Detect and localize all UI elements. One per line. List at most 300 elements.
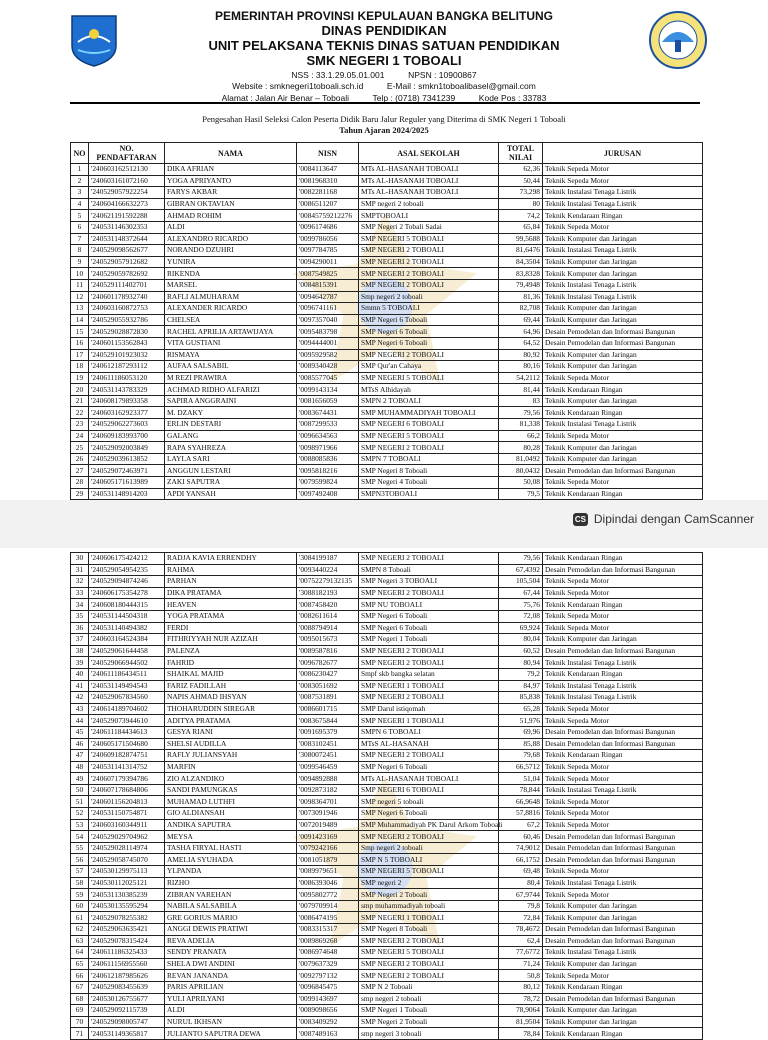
total-score: 85,838 xyxy=(499,692,543,704)
student-name: ALDI xyxy=(165,221,297,233)
table-header-row xyxy=(71,143,703,164)
origin-school: SMP NEGERI 6 TOBOALI xyxy=(359,419,499,431)
table-row xyxy=(71,599,703,611)
registration-number: '240608180444315 xyxy=(89,599,165,611)
registration-number: '240529078255382 xyxy=(89,912,165,924)
major: Teknik Kendaraan Ringan xyxy=(543,1028,703,1040)
student-name: JULIANTO SAPUTRA DEWA xyxy=(165,1028,297,1040)
registration-number: '240529066944502 xyxy=(89,657,165,669)
major: Teknik Instalasi Tenaga Listrik xyxy=(543,947,703,959)
major: Teknik Instalasi Tenaga Listrik xyxy=(543,657,703,669)
nisn: '0086474195 xyxy=(297,912,359,924)
total-score: 65,84 xyxy=(499,221,543,233)
row-number: 53 xyxy=(71,819,89,831)
table-row xyxy=(71,553,703,565)
student-name: AHMAD ROHIM xyxy=(165,210,297,222)
origin-school: SMP NEGERI 2 TOBOALI xyxy=(359,256,499,268)
row-number: 4 xyxy=(71,198,89,210)
major: Teknik Sepeda Motor xyxy=(543,796,703,808)
major: Desain Pemodelan dan Informasi Bangunan xyxy=(543,326,703,338)
student-name: M. DZAKY xyxy=(165,407,297,419)
major: Teknik Sepeda Motor xyxy=(543,819,703,831)
table-row xyxy=(71,889,703,901)
total-score: 82,708 xyxy=(499,303,543,315)
total-score: 57,8816 xyxy=(499,808,543,820)
total-score: 80,16 xyxy=(499,361,543,373)
row-number: 65 xyxy=(71,958,89,970)
row-number: 18 xyxy=(71,361,89,373)
major: Desain Pemodelan dan Informasi Bangunan xyxy=(543,726,703,738)
registration-number: '240611156955560 xyxy=(89,958,165,970)
nisn: '0086511207 xyxy=(297,198,359,210)
major: Teknik Sepeda Motor xyxy=(543,889,703,901)
nisn: '0096782677 xyxy=(297,657,359,669)
registration-number: '240603162512130 xyxy=(89,164,165,176)
total-score: 79,56 xyxy=(499,553,543,565)
total-score: 80 xyxy=(499,198,543,210)
row-number: 37 xyxy=(71,634,89,646)
major: Teknik Instalasi Tenaga Listrik xyxy=(543,187,703,199)
origin-school: SMP NEGERI 2 TOBOALI xyxy=(359,645,499,657)
camscanner-icon: CS xyxy=(574,514,586,524)
registration-number: '240529067834560 xyxy=(89,692,165,704)
row-number: 1 xyxy=(71,164,89,176)
student-name: ZAKI SAPUTRA xyxy=(165,477,297,489)
origin-school: SMP NEGERI 5 TOBOALI xyxy=(359,866,499,878)
nisn: '0083674431 xyxy=(297,407,359,419)
origin-school: SMP Negeri 1 Toboali xyxy=(359,634,499,646)
row-number: 25 xyxy=(71,442,89,454)
row-number: 39 xyxy=(71,657,89,669)
nisn: '0091695379 xyxy=(297,726,359,738)
row-number: 8 xyxy=(71,245,89,257)
row-number: 46 xyxy=(71,738,89,750)
student-name: CHELSEA xyxy=(165,314,297,326)
total-score: 99,5688 xyxy=(499,233,543,245)
registration-number: '240601178932740 xyxy=(89,291,165,303)
origin-school: SMP Negeri 6 Toboali xyxy=(359,808,499,820)
total-score: 51,976 xyxy=(499,715,543,727)
registration-number: '240529073944610 xyxy=(89,715,165,727)
total-score: 79,4948 xyxy=(499,279,543,291)
major: Teknik Instalasi Tenaga Listrik xyxy=(543,784,703,796)
table-row xyxy=(71,1016,703,1028)
total-score: 81,6476 xyxy=(499,245,543,257)
row-number: 69 xyxy=(71,1005,89,1017)
registration-number: '240530126755677 xyxy=(89,993,165,1005)
registration-number: '240531150754871 xyxy=(89,808,165,820)
registration-number: '240529098005747 xyxy=(89,1016,165,1028)
row-number: 3 xyxy=(71,187,89,199)
student-name: YLPANDA xyxy=(165,866,297,878)
origin-school: SMP Negeri 6 Toboali xyxy=(359,761,499,773)
registration-number: '240601153562843 xyxy=(89,337,165,349)
table-row xyxy=(71,314,703,326)
origin-school: SMP Negeri 6 Toboali xyxy=(359,326,499,338)
major: Teknik Sepeda Motor xyxy=(543,430,703,442)
student-name: AUFAA SALSABIL xyxy=(165,361,297,373)
origin-school: SMP NEGERI 1 TOBOALI xyxy=(359,680,499,692)
table-row xyxy=(71,622,703,634)
student-name: NURUL IKHSAN xyxy=(165,1016,297,1028)
row-number: 20 xyxy=(71,384,89,396)
total-score: 74,2 xyxy=(499,210,543,222)
table-row xyxy=(71,761,703,773)
major: Teknik Instalasi Tenaga Listrik xyxy=(543,198,703,210)
total-score: 66,9648 xyxy=(499,796,543,808)
registration-number: '240611184434613 xyxy=(89,726,165,738)
major: Teknik Komputer dan Jaringan xyxy=(543,900,703,912)
nisn: '0089098656 xyxy=(297,1005,359,1017)
table-row xyxy=(71,442,703,454)
total-score: 60,46 xyxy=(499,831,543,843)
student-name: SENDY PRANATA xyxy=(165,947,297,959)
row-number: 16 xyxy=(71,337,89,349)
major: Desain Pemodelan dan Informasi Bangunan xyxy=(543,993,703,1005)
nisn: '0086393046 xyxy=(297,877,359,889)
nisn: '0072019489 xyxy=(297,819,359,831)
nisn: '0095802772 xyxy=(297,889,359,901)
row-number: 66 xyxy=(71,970,89,982)
nisn: '0079242166 xyxy=(297,842,359,854)
origin-school: MTsS Alhidayah xyxy=(359,384,499,396)
total-score: 73,298 xyxy=(499,187,543,199)
table-row xyxy=(71,842,703,854)
row-number: 11 xyxy=(71,279,89,291)
registration-number: '240529061644458 xyxy=(89,645,165,657)
origin-school: Smp negeri 2 toboali xyxy=(359,842,499,854)
origin-school: SMP NEGERI 6 TOBOALI xyxy=(359,784,499,796)
registration-number: '240529083455639 xyxy=(89,981,165,993)
total-score: 50,44 xyxy=(499,175,543,187)
major: Teknik Kendaraan Ringan xyxy=(543,407,703,419)
total-score: 65,28 xyxy=(499,703,543,715)
total-score: 80,28 xyxy=(499,442,543,454)
major: Desain Pemodelan dan Informasi Bangunan xyxy=(543,924,703,936)
registration-number: '240607179394786 xyxy=(89,773,165,785)
nisn: '0099143697 xyxy=(297,993,359,1005)
school-name: SMK NEGERI 1 TOBOALI xyxy=(306,52,462,68)
table-row xyxy=(71,900,703,912)
student-name: REVA ADELIA xyxy=(165,935,297,947)
student-name: ANDIKA SAPUTRA xyxy=(165,819,297,831)
table-row xyxy=(71,715,703,727)
major: Teknik Instalasi Tenaga Listrik xyxy=(543,877,703,889)
origin-school: SMP NEGERI 2 TOBOALI xyxy=(359,657,499,669)
nisn: '3088182193 xyxy=(297,587,359,599)
registration-number: '240529098562677 xyxy=(89,245,165,257)
major: Teknik Kendaraan Ringan xyxy=(543,210,703,222)
nisn: '0097357040 xyxy=(297,314,359,326)
registration-number: '240531148372644 xyxy=(89,233,165,245)
row-number: 64 xyxy=(71,947,89,959)
total-score: 105,504 xyxy=(499,576,543,588)
table-row xyxy=(71,210,703,222)
origin-school: SMP NEGERI 2 TOBOALI xyxy=(359,958,499,970)
total-score: 79,2 xyxy=(499,668,543,680)
row-number: 61 xyxy=(71,912,89,924)
total-score: 81,9504 xyxy=(499,1016,543,1028)
nisn: '0095483798 xyxy=(297,326,359,338)
origin-school: SMP NEGERI 2 TOBOALI xyxy=(359,692,499,704)
table-row xyxy=(71,326,703,338)
nisn: '0083051692 xyxy=(297,680,359,692)
col-school-header: ASAL SEKOLAH xyxy=(359,143,499,164)
table-row xyxy=(71,564,703,576)
nisn: '0099143134 xyxy=(297,384,359,396)
registration-number: '240529057922254 xyxy=(89,187,165,199)
registration-number: '240612187293112 xyxy=(89,361,165,373)
nisn: '0087489163 xyxy=(297,1028,359,1040)
table-row xyxy=(71,634,703,646)
student-name: RIKENDA xyxy=(165,268,297,280)
table-row xyxy=(71,407,703,419)
origin-school: MTs AL-HASANAH TOBOALI xyxy=(359,773,499,785)
nisn: '0083409292 xyxy=(297,1016,359,1028)
table-row xyxy=(71,372,703,384)
nisn: '0087531891 xyxy=(297,692,359,704)
student-name: GIO ALDIANSAH xyxy=(165,808,297,820)
nisn: '0096174686 xyxy=(297,221,359,233)
row-number: 45 xyxy=(71,726,89,738)
student-name: MUHAMAD LUTHFI xyxy=(165,796,297,808)
registration-number: '240603161072160 xyxy=(89,175,165,187)
total-score: 81,0492 xyxy=(499,453,543,465)
student-name: SAPIRA ANGGRAINI xyxy=(165,395,297,407)
nisn: '0083315317 xyxy=(297,924,359,936)
table-row xyxy=(71,703,703,715)
registration-number: '240609183993700 xyxy=(89,430,165,442)
row-number: 47 xyxy=(71,750,89,762)
major: Teknik Sepeda Motor xyxy=(543,761,703,773)
row-number: 70 xyxy=(71,1016,89,1028)
registration-number: '240603160872753 xyxy=(89,303,165,315)
total-score: 64,52 xyxy=(499,337,543,349)
origin-school: SMPN3TOBOALI xyxy=(359,488,499,500)
student-name: REVAN JANANDA xyxy=(165,970,297,982)
major: Teknik Kendaraan Ringan xyxy=(543,750,703,762)
nisn: '0096845475 xyxy=(297,981,359,993)
letterhead-rule xyxy=(70,102,700,104)
nisn: '0096634563 xyxy=(297,430,359,442)
origin-school: SMP NEGERI 2 TOBOALI xyxy=(359,553,499,565)
total-score: 72,08 xyxy=(499,610,543,622)
student-name: NAPIS AHMAD IHSYAN xyxy=(165,692,297,704)
government-name: PEMERINTAH PROVINSI KEPULAUAN BANGKA BELITUNG xyxy=(214,9,553,23)
nisn: '0094290011 xyxy=(297,256,359,268)
total-score: 64,96 xyxy=(499,326,543,338)
registration-number: '240529028114974 xyxy=(89,842,165,854)
student-name: RAFLI ALMUHARAM xyxy=(165,291,297,303)
province-logo-icon xyxy=(68,12,120,68)
student-name: M REZI PRAWIRA xyxy=(165,372,297,384)
student-name: SANDI PAMUNGKAS xyxy=(165,784,297,796)
total-score: 69,48 xyxy=(499,866,543,878)
nisn: '0095818216 xyxy=(297,465,359,477)
row-number: 21 xyxy=(71,395,89,407)
student-name: NORANDO DZUHRI xyxy=(165,245,297,257)
major: Teknik Instalasi Tenaga Listrik xyxy=(543,692,703,704)
agency-name: DINAS PENDIDIKAN xyxy=(321,22,447,38)
row-number: 59 xyxy=(71,889,89,901)
major: Teknik Sepeda Motor xyxy=(543,587,703,599)
major: Desain Pemodelan dan Informasi Bangunan xyxy=(543,738,703,750)
major: Teknik Komputer dan Jaringan xyxy=(543,303,703,315)
nisn: '3084199187 xyxy=(297,553,359,565)
origin-school: SMP NEGERI 2 TOBOALI xyxy=(359,970,499,982)
scan-page-2 xyxy=(0,548,768,1038)
nisn: '0094642787 xyxy=(297,291,359,303)
nisn: '0086601715 xyxy=(297,703,359,715)
student-name: TASHA FIRYAL HASTI xyxy=(165,842,297,854)
major: Teknik Sepeda Motor xyxy=(543,715,703,727)
total-score: 78,84 xyxy=(499,1028,543,1040)
total-score: 60,52 xyxy=(499,645,543,657)
row-number: 15 xyxy=(71,326,89,338)
col-score-header: TOTAL NILAI xyxy=(499,143,543,164)
total-score: 80,04 xyxy=(499,634,543,646)
table-row xyxy=(71,657,703,669)
major: Teknik Sepeda Motor xyxy=(543,622,703,634)
nisn: '0092873182 xyxy=(297,784,359,796)
table-row xyxy=(71,692,703,704)
registration-number: '240529094874246 xyxy=(89,576,165,588)
origin-school: smp negeri 3 toboali xyxy=(359,1028,499,1040)
nisn: '0089869268 xyxy=(297,935,359,947)
registration-number: '240529058745070 xyxy=(89,854,165,866)
row-number: 68 xyxy=(71,993,89,1005)
nisn: '0082281168 xyxy=(297,187,359,199)
row-number: 58 xyxy=(71,877,89,889)
table-row xyxy=(71,750,703,762)
total-score: 50,8 xyxy=(499,970,543,982)
nisn: '0084113647 xyxy=(297,164,359,176)
nisn: '0095929582 xyxy=(297,349,359,361)
nisn: '0094444001 xyxy=(297,337,359,349)
student-name: LAYLA SARI xyxy=(165,453,297,465)
major: Teknik Komputer dan Jaringan xyxy=(543,268,703,280)
major: Desain Pemodelan dan Informasi Bangunan xyxy=(543,337,703,349)
total-score: 78,4672 xyxy=(499,924,543,936)
registration-number: '240601156204813 xyxy=(89,796,165,808)
row-number: 17 xyxy=(71,349,89,361)
registration-number: '240531143783329 xyxy=(89,384,165,396)
major: Teknik Komputer dan Jaringan xyxy=(543,361,703,373)
origin-school: SMP NEGERI 5 TOBOALI xyxy=(359,233,499,245)
total-score: 66,1752 xyxy=(499,854,543,866)
origin-school: SMP Negeri 8 Toboali xyxy=(359,924,499,936)
row-number: 27 xyxy=(71,465,89,477)
registration-number: '240529072463971 xyxy=(89,465,165,477)
table-row xyxy=(71,726,703,738)
total-score: 80,0432 xyxy=(499,465,543,477)
total-score: 71,24 xyxy=(499,958,543,970)
nisn: '0093440224 xyxy=(297,564,359,576)
registration-number: '240529092003849 xyxy=(89,442,165,454)
major: Teknik Sepeda Motor xyxy=(543,773,703,785)
major: Desain Pemodelan dan Informasi Bangunan xyxy=(543,645,703,657)
row-number: 33 xyxy=(71,587,89,599)
total-score: 80,12 xyxy=(499,981,543,993)
nisn: '0088085836 xyxy=(297,453,359,465)
major: Teknik Komputer dan Jaringan xyxy=(543,1016,703,1028)
total-score: 51,04 xyxy=(499,773,543,785)
table-row xyxy=(71,175,703,187)
table-row xyxy=(71,268,703,280)
nisn: '0086974648 xyxy=(297,947,359,959)
table-row xyxy=(71,947,703,959)
row-number: 41 xyxy=(71,680,89,692)
registration-number: '240529059782692 xyxy=(89,268,165,280)
major: Desain Pemodelan dan Informasi Bangunan xyxy=(543,831,703,843)
total-score: 85,88 xyxy=(499,738,543,750)
origin-school: SMP NEGERI 1 TOBOALI xyxy=(359,715,499,727)
camscanner-text: Dipindai dengan CamScanner xyxy=(593,512,754,526)
major: Desain Pemodelan dan Informasi Bangunan xyxy=(543,465,703,477)
registration-number: '240531146302353 xyxy=(89,221,165,233)
total-score: 80,94 xyxy=(499,657,543,669)
table-row xyxy=(71,808,703,820)
nisn: '0095015673 xyxy=(297,634,359,646)
row-number: 56 xyxy=(71,854,89,866)
nisn: '0099546459 xyxy=(297,761,359,773)
document-title-line2: Tahun Ajaran 2024/2025 xyxy=(339,124,429,135)
total-score: 79,8 xyxy=(499,900,543,912)
website-email: Website : smknegeri1toboali.sch.id E-Mail : smkn1toboalibasel@gmail.com xyxy=(232,81,536,92)
document-title-line1: Pengesahan Hasil Seleksi Calon Peserta Didik Baru Jalur Reguler yang Diterima di SMK Negeri 1 Toboali xyxy=(202,114,566,124)
student-name: DIKA AFRIAN xyxy=(165,164,297,176)
student-name: FITHRIYYAH NUR AZIZAH xyxy=(165,634,297,646)
row-number: 24 xyxy=(71,430,89,442)
origin-school: SMP Darul istiqomah xyxy=(359,703,499,715)
row-number: 10 xyxy=(71,268,89,280)
student-name: ANGGUN LESTARI xyxy=(165,465,297,477)
table-row xyxy=(71,245,703,257)
table-row xyxy=(71,924,703,936)
total-score: 67,44 xyxy=(499,587,543,599)
student-name: YUNIRA xyxy=(165,256,297,268)
registration-number: '240529055932786 xyxy=(89,314,165,326)
student-name: ZIO ALZANDIKO xyxy=(165,773,297,785)
origin-school: SMP Negeri 4 Toboali xyxy=(359,477,499,489)
row-number: 35 xyxy=(71,610,89,622)
student-name: NABILA SALSABILA xyxy=(165,900,297,912)
major: Teknik Kendaraan Ringan xyxy=(543,553,703,565)
major: Teknik Kendaraan Ringan xyxy=(543,384,703,396)
row-number: 63 xyxy=(71,935,89,947)
nisn: '00752279132135 xyxy=(297,576,359,588)
registration-number: '240603164524384 xyxy=(89,634,165,646)
major: Teknik Instalasi Tenaga Listrik xyxy=(543,419,703,431)
total-score: 78,9064 xyxy=(499,1005,543,1017)
registration-number: '240611186053120 xyxy=(89,372,165,384)
nisn: '0082611614 xyxy=(297,610,359,622)
total-score: 62,4 xyxy=(499,935,543,947)
nisn: '0079599824 xyxy=(297,477,359,489)
registration-number: '240611186434511 xyxy=(89,668,165,680)
origin-school: MTs AL-HASANAH TOBOALI xyxy=(359,175,499,187)
major: Teknik Komputer dan Jaringan xyxy=(543,395,703,407)
major: Teknik Komputer dan Jaringan xyxy=(543,958,703,970)
registration-number: '240611186325433 xyxy=(89,947,165,959)
total-score: 77,6772 xyxy=(499,947,543,959)
student-name: ZIBRAN VAREHAN xyxy=(165,889,297,901)
registration-number: '240529057912682 xyxy=(89,256,165,268)
col-no-header: NO xyxy=(71,143,89,164)
row-number: 54 xyxy=(71,831,89,843)
registration-number: '240608179893358 xyxy=(89,395,165,407)
origin-school: SMP Negeri 2 Toboali xyxy=(359,1016,499,1028)
